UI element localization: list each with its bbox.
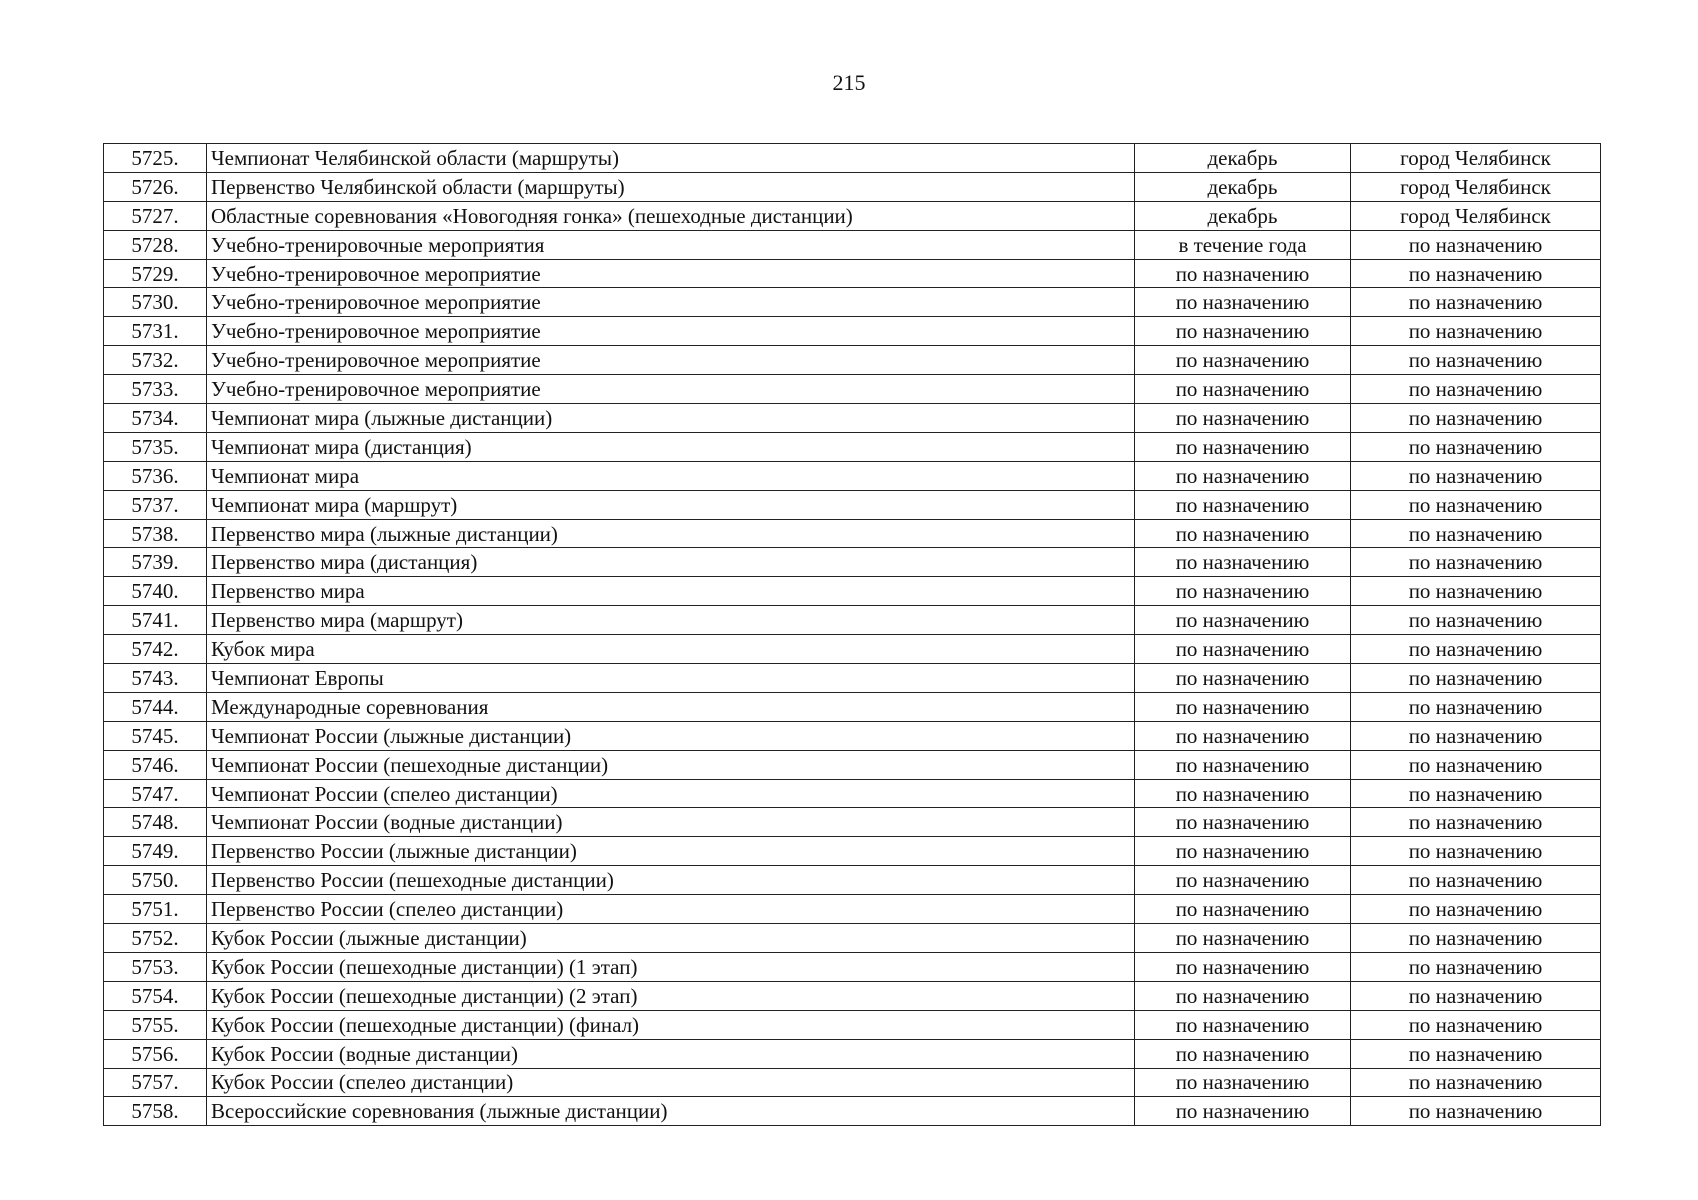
event-place: по назначению (1351, 519, 1601, 548)
event-date: по назначению (1135, 952, 1351, 981)
event-place: по назначению (1351, 692, 1601, 721)
event-date: декабрь (1135, 201, 1351, 230)
row-number: 5742. (104, 635, 207, 664)
row-number: 5749. (104, 837, 207, 866)
row-number: 5750. (104, 866, 207, 895)
event-place: по назначению (1351, 895, 1601, 924)
event-place: по назначению (1351, 432, 1601, 461)
event-name: Учебно-тренировочное мероприятие (207, 288, 1135, 317)
event-place: по назначению (1351, 404, 1601, 433)
event-date: по назначению (1135, 548, 1351, 577)
row-number: 5736. (104, 461, 207, 490)
event-name: Кубок России (лыжные дистанции) (207, 924, 1135, 953)
event-place: по назначению (1351, 952, 1601, 981)
event-name: Учебно-тренировочное мероприятие (207, 259, 1135, 288)
table-row (104, 317, 1601, 346)
table-row (104, 606, 1601, 635)
row-number: 5730. (104, 288, 207, 317)
table-row (104, 548, 1601, 577)
table-row (104, 635, 1601, 664)
row-number: 5745. (104, 721, 207, 750)
event-name: Кубок мира (207, 635, 1135, 664)
event-date: по назначению (1135, 664, 1351, 693)
table-row (104, 577, 1601, 606)
table-row (104, 144, 1601, 173)
event-place: по назначению (1351, 375, 1601, 404)
table-row (104, 259, 1601, 288)
event-name: Чемпионат мира (лыжные дистанции) (207, 404, 1135, 433)
table-row (104, 172, 1601, 201)
event-date: по назначению (1135, 1010, 1351, 1039)
event-date: по назначению (1135, 635, 1351, 664)
row-number: 5746. (104, 750, 207, 779)
event-name: Кубок России (пешеходные дистанции) (1 этап) (207, 952, 1135, 981)
event-name: Учебно-тренировочное мероприятие (207, 375, 1135, 404)
event-name: Первенство мира (маршрут) (207, 606, 1135, 635)
row-number: 5755. (104, 1010, 207, 1039)
event-place: по назначению (1351, 721, 1601, 750)
table-row (104, 490, 1601, 519)
event-date: по назначению (1135, 606, 1351, 635)
row-number: 5743. (104, 664, 207, 693)
event-place: по назначению (1351, 1097, 1601, 1126)
row-number: 5738. (104, 519, 207, 548)
table-row (104, 952, 1601, 981)
event-name: Первенство мира (лыжные дистанции) (207, 519, 1135, 548)
table-row (104, 866, 1601, 895)
event-name: Первенство России (спелео дистанции) (207, 895, 1135, 924)
table-row (104, 346, 1601, 375)
event-date: по назначению (1135, 461, 1351, 490)
event-place: по назначению (1351, 346, 1601, 375)
event-name: Чемпионат России (лыжные дистанции) (207, 721, 1135, 750)
event-name: Чемпионат мира (маршрут) (207, 490, 1135, 519)
row-number: 5751. (104, 895, 207, 924)
event-name: Всероссийские соревнования (лыжные дистанции) (207, 1097, 1135, 1126)
event-date: декабрь (1135, 172, 1351, 201)
page-number: 215 (832, 70, 866, 95)
event-place: город Челябинск (1351, 201, 1601, 230)
event-place: по назначению (1351, 1010, 1601, 1039)
event-place: по назначению (1351, 664, 1601, 693)
event-name: Чемпионат России (пешеходные дистанции) (207, 750, 1135, 779)
event-date: по назначению (1135, 866, 1351, 895)
row-number: 5739. (104, 548, 207, 577)
row-number: 5726. (104, 172, 207, 201)
event-place: по назначению (1351, 317, 1601, 346)
table-row (104, 808, 1601, 837)
event-name: Чемпионат мира (207, 461, 1135, 490)
event-place: по назначению (1351, 606, 1601, 635)
event-place: по назначению (1351, 981, 1601, 1010)
row-number: 5753. (104, 952, 207, 981)
event-name: Кубок России (водные дистанции) (207, 1039, 1135, 1068)
event-name: Чемпионат России (водные дистанции) (207, 808, 1135, 837)
event-name: Чемпионат Челябинской области (маршруты) (207, 144, 1135, 173)
event-name: Чемпионат Европы (207, 664, 1135, 693)
event-name: Первенство России (лыжные дистанции) (207, 837, 1135, 866)
event-place: по назначению (1351, 490, 1601, 519)
table-row (104, 750, 1601, 779)
table-row (104, 981, 1601, 1010)
table-row (104, 721, 1601, 750)
event-place: город Челябинск (1351, 144, 1601, 173)
table-row (104, 1010, 1601, 1039)
event-name: Учебно-тренировочные мероприятия (207, 230, 1135, 259)
event-place: по назначению (1351, 837, 1601, 866)
event-name: Международные соревнования (207, 692, 1135, 721)
row-number: 5728. (104, 230, 207, 259)
event-date: по назначению (1135, 346, 1351, 375)
event-place: по назначению (1351, 1068, 1601, 1097)
event-date: по назначению (1135, 1097, 1351, 1126)
event-name: Первенство мира (207, 577, 1135, 606)
event-name: Первенство Челябинской области (маршруты) (207, 172, 1135, 201)
event-name: Чемпионат России (спелео дистанции) (207, 779, 1135, 808)
row-number: 5756. (104, 1039, 207, 1068)
event-place: по назначению (1351, 577, 1601, 606)
event-date: по назначению (1135, 779, 1351, 808)
event-name: Первенство мира (дистанция) (207, 548, 1135, 577)
row-number: 5741. (104, 606, 207, 635)
row-number: 5744. (104, 692, 207, 721)
table-row (104, 1068, 1601, 1097)
event-name: Чемпионат мира (дистанция) (207, 432, 1135, 461)
table-row (104, 201, 1601, 230)
event-name: Областные соревнования «Новогодняя гонка» (пешеходные дистанции) (207, 201, 1135, 230)
event-date: по назначению (1135, 432, 1351, 461)
event-place: по назначению (1351, 230, 1601, 259)
table-row (104, 375, 1601, 404)
event-name: Учебно-тренировочное мероприятие (207, 346, 1135, 375)
row-number: 5729. (104, 259, 207, 288)
event-name: Первенство России (пешеходные дистанции) (207, 866, 1135, 895)
event-date: декабрь (1135, 144, 1351, 173)
row-number: 5733. (104, 375, 207, 404)
row-number: 5752. (104, 924, 207, 953)
event-date: по назначению (1135, 490, 1351, 519)
event-date: по назначению (1135, 1068, 1351, 1097)
row-number: 5737. (104, 490, 207, 519)
event-date: по назначению (1135, 577, 1351, 606)
event-place: по назначению (1351, 924, 1601, 953)
table-row (104, 404, 1601, 433)
event-date: в течение года (1135, 230, 1351, 259)
table-row (104, 519, 1601, 548)
event-place: по назначению (1351, 808, 1601, 837)
event-name: Кубок России (пешеходные дистанции) (финал) (207, 1010, 1135, 1039)
event-date: по назначению (1135, 375, 1351, 404)
event-date: по назначению (1135, 837, 1351, 866)
row-number: 5754. (104, 981, 207, 1010)
events-table-body (104, 144, 1601, 1126)
event-date: по назначению (1135, 317, 1351, 346)
event-place: по назначению (1351, 779, 1601, 808)
table-row (104, 664, 1601, 693)
table-row (104, 1097, 1601, 1126)
row-number: 5725. (104, 144, 207, 173)
event-date: по назначению (1135, 692, 1351, 721)
event-date: по назначению (1135, 721, 1351, 750)
event-place: по назначению (1351, 635, 1601, 664)
event-place: по назначению (1351, 1039, 1601, 1068)
row-number: 5732. (104, 346, 207, 375)
table-row (104, 779, 1601, 808)
table-row (104, 1039, 1601, 1068)
table-row (104, 432, 1601, 461)
event-name: Кубок России (пешеходные дистанции) (2 этап) (207, 981, 1135, 1010)
table-row (104, 924, 1601, 953)
row-number: 5740. (104, 577, 207, 606)
row-number: 5748. (104, 808, 207, 837)
event-place: по назначению (1351, 259, 1601, 288)
table-row (104, 837, 1601, 866)
event-name: Учебно-тренировочное мероприятие (207, 317, 1135, 346)
event-name: Кубок России (спелео дистанции) (207, 1068, 1135, 1097)
event-place: по назначению (1351, 750, 1601, 779)
event-date: по назначению (1135, 1039, 1351, 1068)
table-row (104, 461, 1601, 490)
row-number: 5727. (104, 201, 207, 230)
table-row (104, 288, 1601, 317)
table-row (104, 895, 1601, 924)
event-place: по назначению (1351, 288, 1601, 317)
row-number: 5757. (104, 1068, 207, 1097)
events-table (103, 143, 1601, 1126)
event-date: по назначению (1135, 404, 1351, 433)
row-number: 5747. (104, 779, 207, 808)
event-date: по назначению (1135, 924, 1351, 953)
table-row (104, 692, 1601, 721)
row-number: 5734. (104, 404, 207, 433)
table-row (104, 230, 1601, 259)
event-place: по назначению (1351, 461, 1601, 490)
row-number: 5731. (104, 317, 207, 346)
event-date: по назначению (1135, 519, 1351, 548)
row-number: 5758. (104, 1097, 207, 1126)
event-place: по назначению (1351, 866, 1601, 895)
event-place: город Челябинск (1351, 172, 1601, 201)
event-date: по назначению (1135, 808, 1351, 837)
event-date: по назначению (1135, 288, 1351, 317)
event-date: по назначению (1135, 750, 1351, 779)
row-number: 5735. (104, 432, 207, 461)
event-date: по назначению (1135, 981, 1351, 1010)
event-date: по назначению (1135, 895, 1351, 924)
event-date: по назначению (1135, 259, 1351, 288)
event-place: по назначению (1351, 548, 1601, 577)
